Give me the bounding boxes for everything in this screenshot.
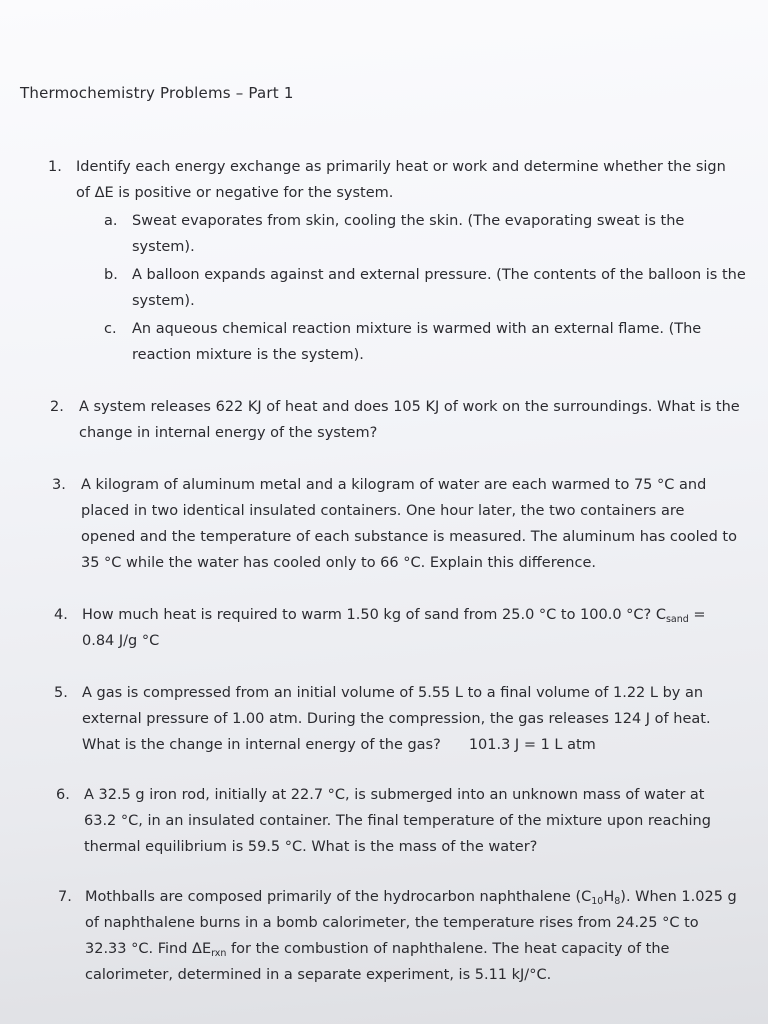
- sub-question-letter: b.: [104, 267, 118, 283]
- energy-subscript: rxn: [211, 948, 227, 959]
- specific-heat-subscript: sand: [665, 614, 689, 625]
- question-text: A 32.5 g iron rod, initially at 22.7 °C, is submerged into an unknown mass of water at 63.2 °C, in an insulated container. The final temperature of the mixture upon reaching thermal equilibrium is 59.5 °C. What is the mass of the water?: [84, 787, 711, 855]
- question-text-part: Mothballs are composed primarily of the hydrocarbon naphthalene (C: [85, 889, 592, 905]
- question-text-part: for the combustion of naphthalene. The heat capacity of the calorimeter, determined in a separate experiment, is 5.11 kJ/°C.: [85, 941, 670, 983]
- conversion-factor: 101.3 J = 1 L atm: [468, 737, 596, 753]
- question-text: A kilogram of aluminum metal and a kilogram of water are each warmed to 75 °C and placed in two identical insulated containers. One hour later, the two containers are opened and the temperature of each substance is measured. The aluminum has cooled to 35 °C while the water has cooled only to 66 °C. Explain this difference.: [81, 477, 737, 571]
- question-number: 6.: [56, 787, 70, 803]
- sub-question-letter: a.: [104, 213, 118, 229]
- question-number: 2.: [50, 399, 64, 415]
- question-number: 4.: [54, 607, 68, 623]
- question-1b: [104, 262, 750, 314]
- formula-subscript: 10: [591, 896, 604, 907]
- question-1a: [104, 208, 744, 260]
- question-3: [52, 472, 742, 576]
- question-text: [82, 602, 726, 654]
- question-number: 7.: [58, 889, 72, 905]
- question-text-part: ). When 1.025 g of naphthalene burns in a bomb calorimeter, the temperature rises from 24.25 °C to 32.33 °C. Find ΔE: [85, 889, 737, 957]
- question-text: [82, 680, 734, 758]
- question-2: [50, 394, 740, 446]
- question-5: [54, 680, 734, 758]
- question-number: 3.: [52, 477, 66, 493]
- question-6: [56, 782, 736, 860]
- sub-question-text: A balloon expands against and external pressure. (The contents of the balloon is the system).: [132, 267, 746, 309]
- question-1c: [104, 316, 724, 368]
- question-1: [48, 154, 738, 206]
- page-title: Thermochemistry Problems – Part 1: [20, 84, 294, 102]
- question-number: 5.: [54, 685, 68, 701]
- question-text: [85, 884, 740, 988]
- question-text-part: A gas is compressed from an initial volume of 5.55 L to a final volume of 1.22 L by an external pressure of 1.00 atm. During the compression, the gas releases 124 J of heat. What is the change in internal energy of the gas?: [82, 685, 711, 753]
- question-number: 1.: [48, 159, 62, 175]
- question-7: [58, 884, 740, 988]
- question-text-part: H: [603, 889, 615, 905]
- sub-question-text: Sweat evaporates from skin, cooling the skin. (The evaporating sweat is the system).: [132, 213, 685, 255]
- question-text-part: = 0.84 J/g °C: [82, 607, 706, 649]
- sub-question-letter: c.: [104, 321, 117, 337]
- question-text: Identify each energy exchange as primarily heat or work and determine whether the sign of ΔE is positive or negative for the system.: [76, 159, 726, 201]
- question-text-part: How much heat is required to warm 1.50 kg of sand from 25.0 °C to 100.0 °C? C: [82, 607, 666, 623]
- formula-subscript: 8: [614, 896, 621, 907]
- question-4: [54, 602, 726, 654]
- sub-question-text: An aqueous chemical reaction mixture is warmed with an external flame. (The reaction mixture is the system).: [132, 321, 702, 363]
- question-text: A system releases 622 KJ of heat and does 105 KJ of work on the surroundings. What is the change in internal energy of the system?: [79, 399, 740, 441]
